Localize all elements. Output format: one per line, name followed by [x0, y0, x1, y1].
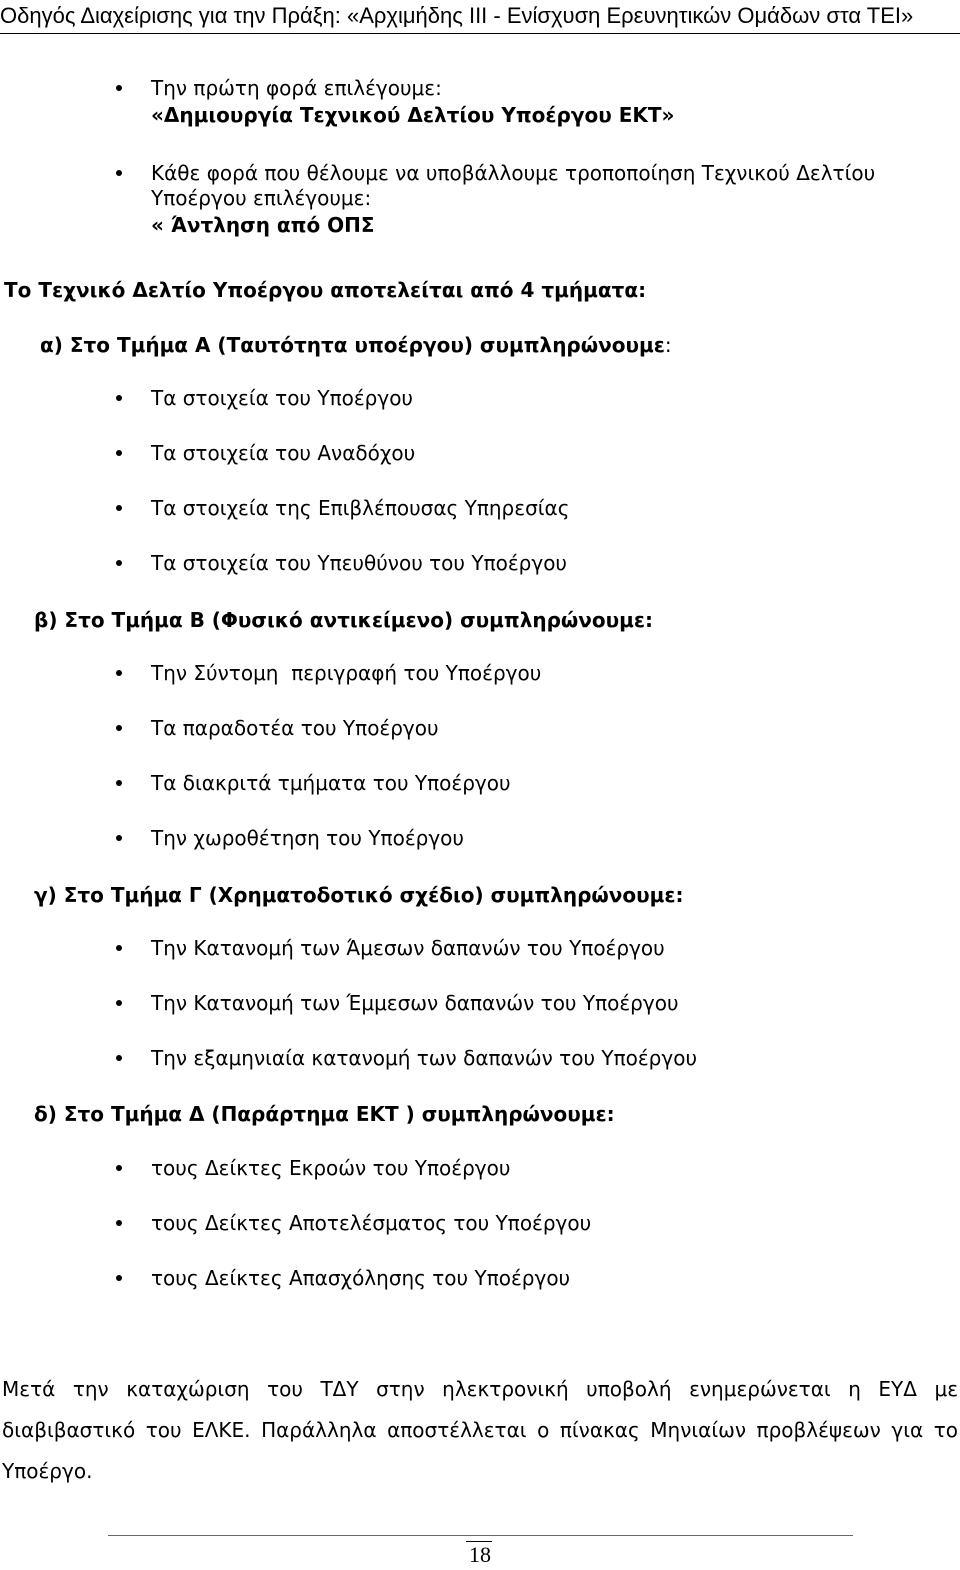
document-header — [0, 0, 960, 34]
section-a-item: Τα στοιχεία του Υπευθύνου του Υποέργου — [151, 551, 567, 575]
closing-line-1: Μετά την καταχώριση του ΤΔΥ στην ηλεκτρονική υποβολή ενημερώνεται η ΕΥΔ με — [2, 1377, 958, 1401]
intro-bullet-2-line-3: « Άντληση από ΟΠΣ — [151, 213, 375, 237]
page-number: 18 — [469, 1542, 491, 1567]
structure-heading: Το Τεχνικό Δελτίο Υποέργου αποτελείται από 4 τμήματα: — [4, 278, 647, 302]
section-b-item: Την χωροθέτηση του Υποέργου — [151, 826, 464, 850]
section-a-item: Τα στοιχεία του Υποέργου — [151, 386, 414, 410]
section-b-item: Την Σύντομη περιγραφή του Υποέργου — [151, 661, 542, 685]
bullet-marker — [116, 170, 122, 176]
bullet-marker — [116, 1000, 122, 1006]
bullet-marker — [116, 670, 122, 676]
section-c-heading: γ) Στο Τμήμα Γ (Χρηματοδοτικό σχέδιο) συμπληρώνουμε: — [34, 883, 684, 907]
intro-bullet-1-line-2: «Δημιουργία Τεχνικού Δελτίου Υποέργου ΕΚΤ» — [151, 103, 675, 127]
section-c-item: Την Κατανομή των Έμμεσων δαπανών του Υποέργου — [151, 991, 679, 1015]
bullet-marker — [116, 395, 122, 401]
intro-bullet-2-line-1: Κάθε φορά που θέλουμε να υποβάλλουμε τροποποίηση Τεχνικού Δελτίου — [151, 161, 876, 185]
intro-bullet-1-line-1: Την πρώτη φορά επιλέγουμε: — [151, 76, 442, 100]
closing-line-2: διαβιβαστικό του ΕΛΚΕ. Παράλληλα αποστέλλεται ο πίνακας Μηνιαίων προβλέψεων για το — [2, 1418, 958, 1442]
closing-paragraph — [2, 1376, 958, 1499]
bullet-marker — [116, 560, 122, 566]
section-c-item: Την Κατανομή των Άμεσων δαπανών του Υποέργου — [151, 936, 665, 960]
section-c-item: Την εξαμηνιαία κατανομή των δαπανών του Υποέργου — [151, 1046, 698, 1070]
section-d-item: τους Δείκτες Αποτελέσματος του Υποέργου — [151, 1211, 592, 1235]
section-a-heading-colon: : — [664, 333, 672, 357]
bullet-marker — [116, 1055, 122, 1061]
footer-divider — [108, 1535, 853, 1536]
bullet-marker — [116, 945, 122, 951]
bullet-marker — [116, 505, 122, 511]
bullet-marker — [116, 835, 122, 841]
bullet-marker — [116, 85, 122, 91]
section-a-heading-text: α) Στο Τμήμα Α (Ταυτότητα υποέργου) συμπληρώνουμε — [40, 333, 665, 357]
intro-bullet-2-line-2: Υποέργου επιλέγουμε: — [151, 186, 372, 210]
section-b-item: Τα διακριτά τμήματα του Υποέργου — [151, 771, 511, 795]
bullet-marker — [116, 1220, 122, 1226]
section-d-item: τους Δείκτες Εκροών του Υποέργου — [151, 1156, 511, 1180]
bullet-marker — [116, 1165, 122, 1171]
closing-line-3: Υποέργο. — [2, 1459, 93, 1483]
header-title: Οδηγός Διαχείρισης για την Πράξη: «Αρχιμήδης ΙΙΙ - Ενίσχυση Ερευνητικών Ομάδων στα ΤΕΙ» — [0, 3, 914, 28]
section-b-heading: β) Στο Τμήμα Β (Φυσικό αντικείμενο) συμπληρώνουμε: — [34, 608, 654, 632]
section-a-heading — [40, 332, 672, 358]
bullet-marker — [116, 780, 122, 786]
section-d-heading: δ) Στο Τμήμα Δ (Παράρτημα ΕΚΤ ) συμπληρώνουμε: — [34, 1102, 615, 1126]
bullet-marker — [116, 450, 122, 456]
bullet-marker — [116, 1275, 122, 1281]
section-b-item: Τα παραδοτέα του Υποέργου — [151, 716, 439, 740]
bullet-marker — [116, 725, 122, 731]
section-d-item: τους Δείκτες Απασχόλησης του Υποέργου — [151, 1266, 571, 1290]
section-a-item: Τα στοιχεία της Επιβλέπουσας Υπηρεσίας — [151, 496, 570, 520]
section-a-item: Τα στοιχεία του Αναδόχου — [151, 441, 416, 465]
